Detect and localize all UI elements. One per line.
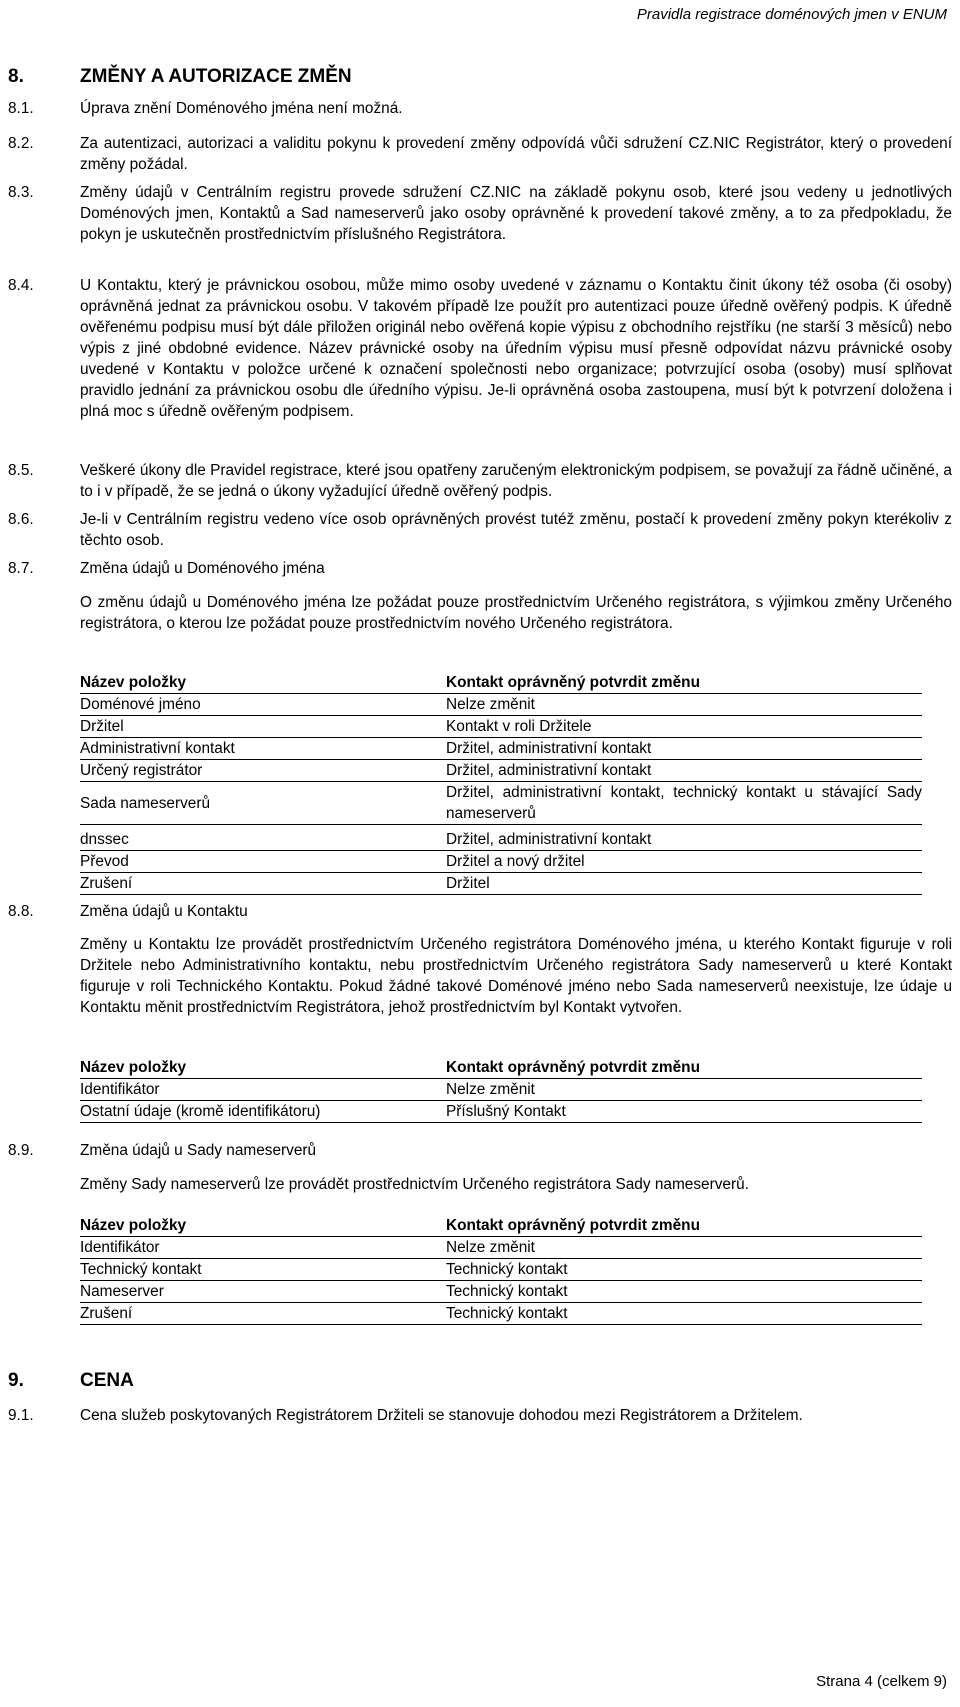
page-footer: Strana 4 (celkem 9) xyxy=(816,1673,947,1690)
clause-text: Cena služeb poskytovaných Registrátorem Držiteli se stanovuje dohodou mezi Registrátorem a Držitelem. xyxy=(80,1407,803,1424)
table-row xyxy=(80,738,922,760)
clause-text: Změna údajů u Doménového jména xyxy=(80,560,325,577)
table-row xyxy=(80,825,922,851)
table-cell: Držitel, administrativní kontakt xyxy=(446,738,922,760)
table-cell: Držitel, administrativní kontakt xyxy=(446,825,922,851)
table-cell: Technický kontakt xyxy=(446,1259,922,1281)
clause-text: Změna údajů u Kontaktu xyxy=(80,903,248,920)
clause-text: Změny údajů v Centrálním registru provede sdružení CZ.NIC na základě pokynu osob, které jsou vedeny u jednotlivých Doménových jmen, Kontaktů a Sad nameserverů jako osoby oprávněné k provedení takové změny, a to za předpokladu, že pokyn je uskutečněn prostřednictvím příslušného Registrátora. xyxy=(80,184,952,243)
table-row xyxy=(80,716,922,738)
table-cell xyxy=(446,782,922,825)
table-cell: Zrušení xyxy=(80,1303,446,1325)
table-row xyxy=(80,873,922,895)
clause-9-1 xyxy=(8,1405,952,1426)
table-cell: dnssec xyxy=(80,825,446,851)
clause-8-9 xyxy=(8,1140,952,1161)
paragraph-8-7: O změnu údajů u Doménového jména lze požádat pouze prostřednictvím Určeného registrátora, s výjimkou změny Určeného registrátora, o kterou lze požádat pouze prostřednictvím nového Určeného registrátora. xyxy=(80,594,952,632)
table-cell: Kontakt v roli Držitele xyxy=(446,716,922,738)
clause-8-3 xyxy=(8,182,952,245)
table-row xyxy=(80,1237,922,1259)
clause-8-1 xyxy=(8,98,952,119)
clause-text: U Kontaktu, který je právnickou osobou, může mimo osoby uvedené v záznamu o Kontaktu činit úkony též osoba (či osoby) oprávněná jednat za právnickou osobu. V takovém případě lze použít pro autentizaci pouze úředně ověřený podpis. K úředně ověřenému podpisu musí být dále přiložen originál nebo ověřená kopie výpisu z obchodního rejstříku (ne starší 3 měsíců) nebo výpis z jiné obdobné evidence. Název právnické osoby na úředním výpisu musí přesně odpovídat názvu právnické osoby uvedené v Kontaktu v položce určené k označení společnosti nebo organizace; potvrzující osoba (osoby) musí splňovat pravidlo jednání za právnickou osobu dle úředního výpisu. Je-li oprávněná osoba zastoupena, musí být k potvrzení doložena i plná moc s úředně ověřeným podpisem. xyxy=(80,277,952,420)
page-header: Pravidla registrace doménových jmen v ENUM xyxy=(636,6,947,23)
table-header-row xyxy=(80,672,922,694)
table-cell: Nelze změnit xyxy=(446,694,922,716)
clause-8-6 xyxy=(8,509,952,551)
table-cell: Sada nameserverů xyxy=(80,782,446,825)
table-cell: Příslušný Kontakt xyxy=(446,1101,922,1123)
clause-number: 8.4. xyxy=(8,277,34,294)
section-number: 9. xyxy=(8,1370,24,1391)
clause-text: Veškeré úkony dle Pravidel registrace, které jsou opatřeny zaručeným elektronickým podpisem, se považují za řádně učiněné, a to i v případě, že se jedná o úkony vyžadující úředně ověřený podpis. xyxy=(80,462,952,500)
clause-number: 9.1. xyxy=(8,1407,34,1424)
section-number: 8. xyxy=(8,66,24,87)
header-cell-contact: Kontakt oprávněný potvrdit změnu xyxy=(446,1057,922,1079)
clause-number: 8.2. xyxy=(8,135,34,152)
section-title: CENA xyxy=(80,1370,134,1391)
clause-8-8 xyxy=(8,901,952,922)
paragraph-8-8: Změny u Kontaktu lze provádět prostřednictvím Určeného registrátora Doménového jména, u kterého Kontakt figuruje v roli Držitele nebo Administrativního kontaktu, nebu prostřednictvím Určeného registrátora Sady nameserverů u které Kontakt figuruje v roli Technického Kontaktu. Pokud žádné takové Doménové jméno nebo Sada nameserverů neexistuje, lze údaje u Kontaktu měnit prostřednictvím Registrátora, jehož prostřednictvím byl Kontakt vytvořen. xyxy=(80,936,952,1016)
table-header-row xyxy=(80,1057,922,1079)
table-cell: Technický kontakt xyxy=(446,1281,922,1303)
table-cell: Držitel xyxy=(446,873,922,895)
table-cell: Nelze změnit xyxy=(446,1079,922,1101)
table-row xyxy=(80,851,922,873)
table-cell: Převod xyxy=(80,851,446,873)
table-cell: Držitel, administrativní kontakt xyxy=(446,760,922,782)
clause-8-4 xyxy=(8,275,952,422)
header-cell-item: Název položky xyxy=(80,672,446,694)
paragraph-8-9: Změny Sady nameserverů lze provádět prostřednictvím Určeného registrátora Sady nameserverů. xyxy=(80,1176,749,1193)
table-nameserver-set-changes xyxy=(80,1215,922,1325)
table-contact-changes xyxy=(80,1057,922,1123)
table-cell: Technický kontakt xyxy=(446,1303,922,1325)
table-cell: Identifikátor xyxy=(80,1079,446,1101)
clause-8-2 xyxy=(8,133,952,175)
clause-number: 8.9. xyxy=(8,1142,34,1159)
header-cell-contact: Kontakt oprávněný potvrdit změnu xyxy=(446,672,922,694)
table-row xyxy=(80,760,922,782)
table-row xyxy=(80,694,922,716)
clause-text: Úprava znění Doménového jména není možná. xyxy=(80,100,403,117)
table-row xyxy=(80,782,922,825)
section-title: ZMĚNY A AUTORIZACE ZMĚN xyxy=(80,66,352,87)
table-cell: Doménové jméno xyxy=(80,694,446,716)
table-cell: Administrativní kontakt xyxy=(80,738,446,760)
clause-number: 8.8. xyxy=(8,903,34,920)
table-cell: Ostatní údaje (kromě identifikátoru) xyxy=(80,1101,446,1123)
table-cell: Identifikátor xyxy=(80,1237,446,1259)
table-cell: Držitel a nový držitel xyxy=(446,851,922,873)
header-cell-item: Název položky xyxy=(80,1057,446,1079)
table-row xyxy=(80,1259,922,1281)
header-cell-item: Název položky xyxy=(80,1215,446,1237)
table-domain-name-changes xyxy=(80,672,922,895)
table-cell: Držitel xyxy=(80,716,446,738)
clause-text: Je-li v Centrálním registru vedeno více osob oprávněných provést tutéž změnu, postačí k provedení změny pokyn kterékoliv z těchto osob. xyxy=(80,511,952,549)
table-row xyxy=(80,1079,922,1101)
clause-8-7 xyxy=(8,558,952,579)
table-cell: Určený registrátor xyxy=(80,760,446,782)
table-row xyxy=(80,1303,922,1325)
table-cell: Zrušení xyxy=(80,873,446,895)
clause-8-5 xyxy=(8,460,952,502)
clause-number: 8.1. xyxy=(8,100,34,117)
table-cell-text: Držitel, administrativní kontakt, technický kontakt u stávající Sady nameserverů xyxy=(446,784,922,822)
header-cell-contact: Kontakt oprávněný potvrdit změnu xyxy=(446,1215,922,1237)
clause-text: Za autentizaci, autorizaci a validitu pokynu k provedení změny odpovídá vůči sdružení CZ.NIC Registrátor, který o provedení změny požádal. xyxy=(80,135,952,173)
table-cell: Nameserver xyxy=(80,1281,446,1303)
clause-number: 8.6. xyxy=(8,511,34,528)
table-header-row xyxy=(80,1215,922,1237)
clause-text: Změna údajů u Sady nameserverů xyxy=(80,1142,317,1159)
table-row xyxy=(80,1281,922,1303)
clause-number: 8.7. xyxy=(8,560,34,577)
table-cell: Nelze změnit xyxy=(446,1237,922,1259)
table-cell: Technický kontakt xyxy=(80,1259,446,1281)
table-row xyxy=(80,1101,922,1123)
clause-number: 8.3. xyxy=(8,184,34,201)
clause-number: 8.5. xyxy=(8,462,34,479)
